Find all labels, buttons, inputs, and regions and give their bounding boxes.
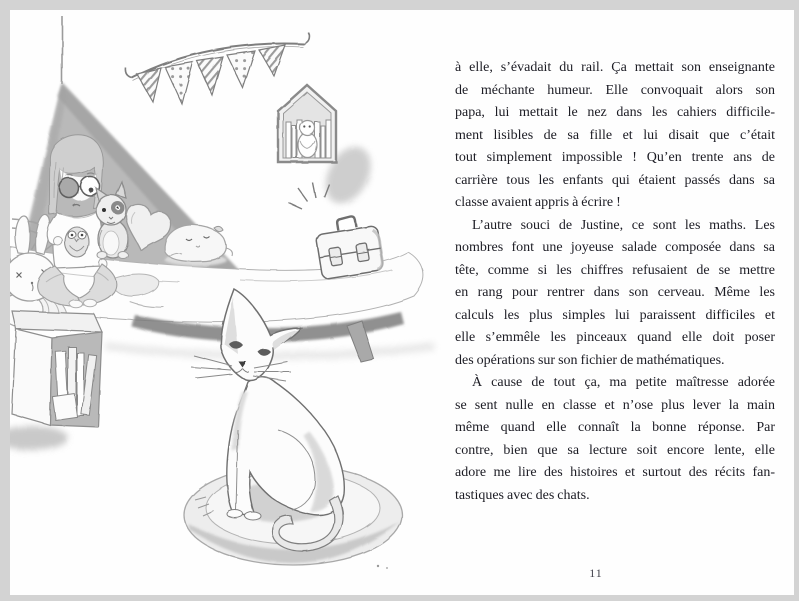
bunting-garland — [126, 33, 310, 104]
text-line: tastiques avec des chats. — [455, 487, 590, 503]
paragraph — [455, 57, 775, 215]
school-satchel — [314, 213, 384, 280]
sleeping-plush-toy — [165, 225, 233, 266]
paragraph — [455, 372, 775, 507]
text-line: nombres font une joyeuse salade composée dans sa — [455, 240, 775, 255]
text-line: adore me lire des histoires et surtout des récits fan- — [455, 465, 775, 480]
text-line: calculs les plus simples lui paraissent difficiles et — [455, 307, 775, 323]
text-line: se sent nulle en classe et n’ose plus lever la main — [455, 397, 775, 413]
text-line: elle s’emmêle les pinceaux quand elle doit poser — [455, 330, 775, 345]
text-line: carrière tous les enfants qui étaient passés dans sa — [455, 172, 775, 188]
house-shaped-shelf — [278, 85, 380, 211]
book-cubby — [10, 311, 102, 450]
text-line: en rang pour rentrer dans son cerveau. Même les — [455, 285, 775, 300]
book-spread — [10, 10, 794, 595]
text-line: papa, lui mettait le nez dans les cahiers difficile- — [455, 105, 775, 120]
text-line: de méchante humeur. Elle convoquait alors son — [455, 82, 775, 98]
owl-pajama-print — [65, 227, 89, 257]
sparkle-lines — [289, 183, 329, 209]
bedroom-illustration — [10, 10, 444, 595]
text-line: à elle, s’évadait du rail. Ça mettait son enseignante — [455, 60, 775, 75]
page-text — [455, 57, 775, 507]
text-line: classe avaient appris à écrire ! — [455, 195, 621, 210]
text-line: tout simplement impossible ! Qu’en trente ans de — [455, 150, 775, 165]
page-number: 11 — [589, 566, 603, 580]
text-line: À cause de tout ça, ma petite maîtresse adorée — [472, 375, 775, 390]
text-line: tête, comme si les chiffres refusaient de se mettre — [455, 262, 775, 278]
text-line: même quand elle connaît la bonne réponse. Par — [455, 420, 775, 435]
text-line: des opérations sur son fichier de mathématiques. — [455, 352, 725, 368]
shelf-bird — [298, 121, 317, 158]
text-line: L’autre souci de Justine, ce sont les maths. Les — [472, 217, 775, 233]
text-line: ment lisibles de sa fille et lui disait que c’était — [455, 127, 775, 143]
paragraph — [455, 215, 775, 373]
text-line: contre, bien que sa lecture soit encore lente, elle — [455, 442, 775, 458]
